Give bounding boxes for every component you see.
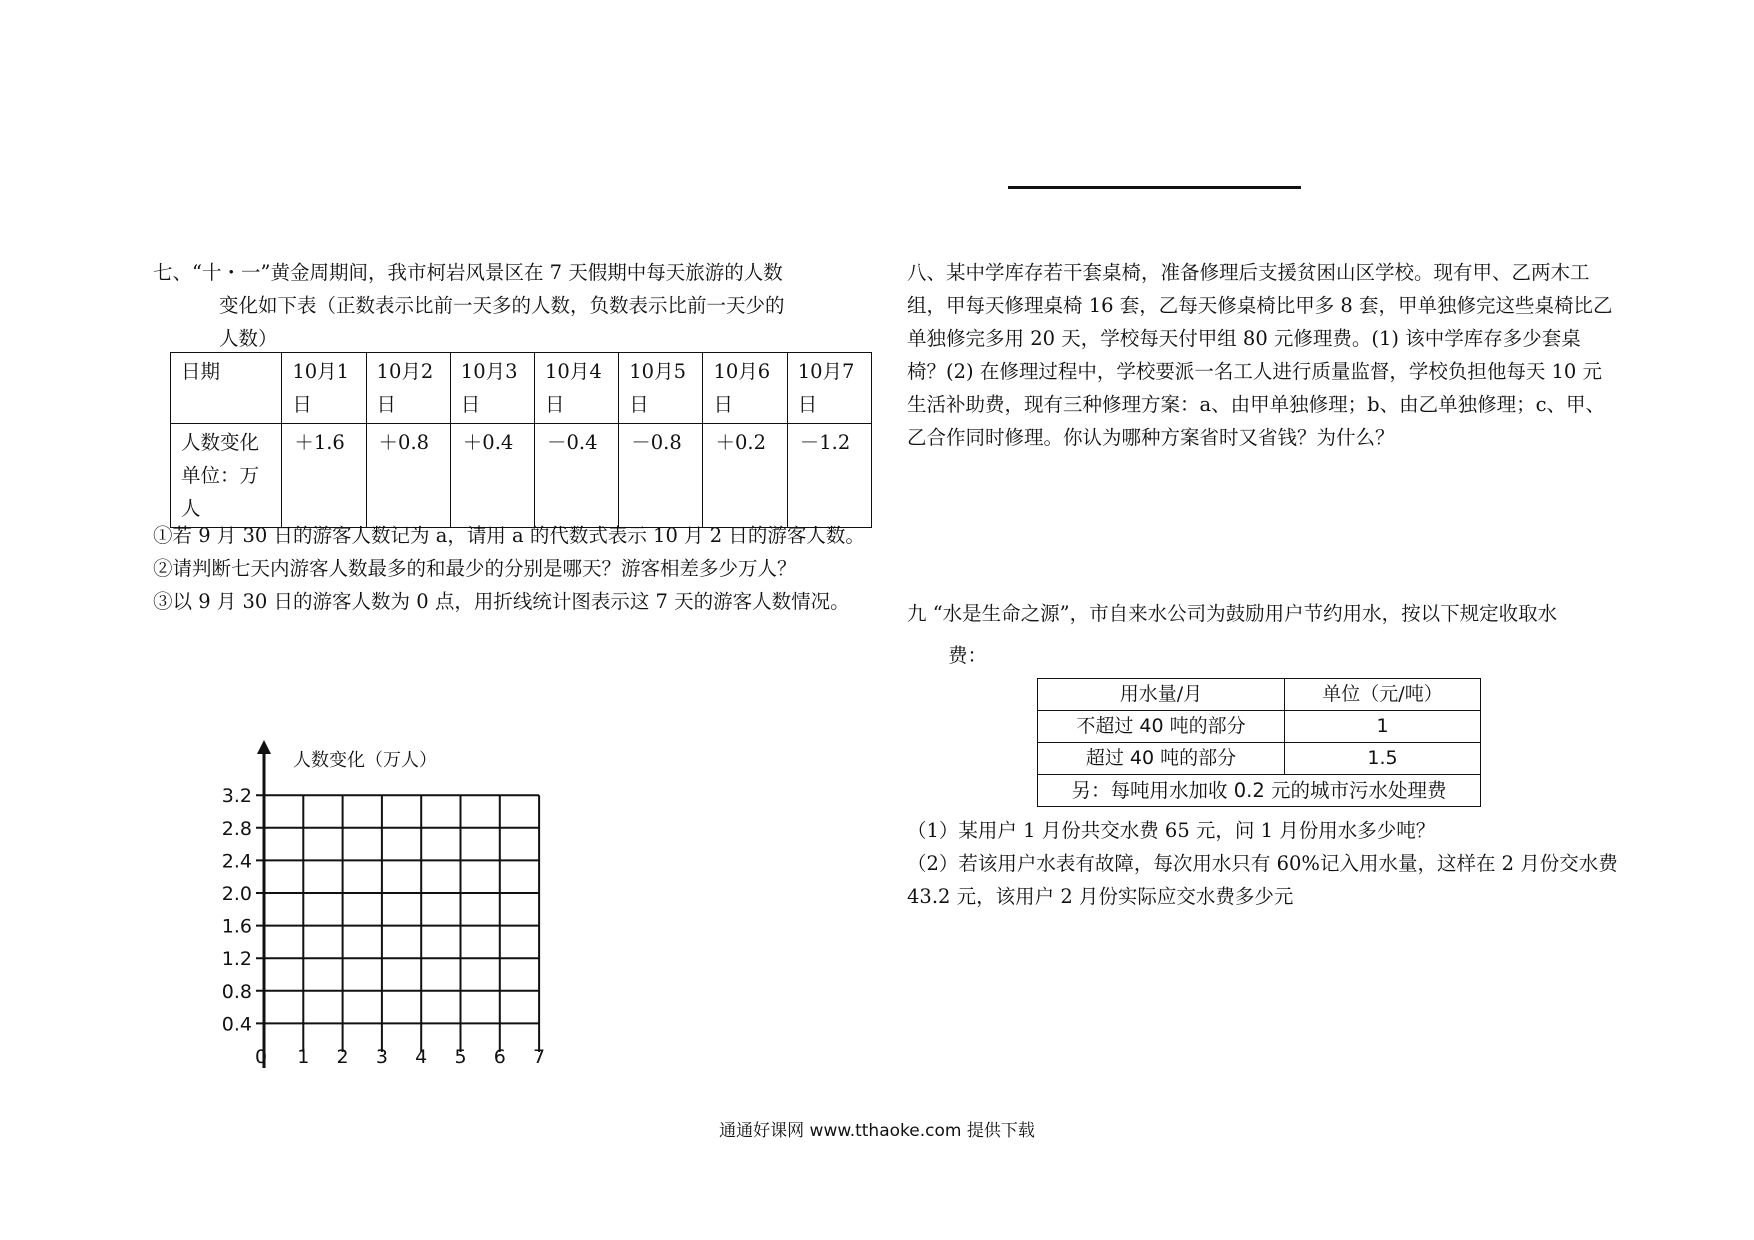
y-tick-label: 2.0 — [221, 883, 252, 905]
q7-title-line-1: 七、“十・一”黄金周期间，我市柯岩风景区在 7 天假期中每天旅游的人数 — [153, 261, 783, 284]
chart-axes — [254, 740, 271, 1068]
x-tick-label: 0 — [254, 1046, 268, 1068]
table-row — [1038, 711, 1481, 743]
q9-sub-questions — [907, 814, 1627, 913]
y-tick-labels — [222, 785, 252, 1035]
y-tick-label: 0.8 — [221, 980, 252, 1003]
header-oct-5: 10月5日 — [619, 353, 703, 424]
x-tick-labels — [255, 1046, 545, 1068]
q7-part-2: ②请判断七天内游客人数最多的和最少的分别是哪天？游客相差多少万人？ — [153, 557, 797, 580]
footer-credit: 通通好课网 www.tthaoke.com 提供下载 — [719, 1121, 1035, 1141]
tourist-change-table — [170, 352, 872, 528]
value-oct-4: －0.4 — [535, 424, 619, 528]
line-chart-grid — [220, 738, 546, 1078]
table-row — [1038, 743, 1481, 775]
answer-line — [1008, 186, 1301, 189]
value-oct-1: ＋1.6 — [282, 424, 366, 528]
q9-title: 九 “水是生命之源”，市自来水公司为鼓励用户节约用水，按以下规定收取水 — [907, 602, 1558, 625]
question-8: 八、某中学库存若干套桌椅，准备修理后支援贫困山区学校。现有甲、乙两木工组，甲每天修理桌椅 16 套，乙每天修桌椅比甲多 8 套，甲单独修完这些桌椅比乙单独修完多用 20 天，学校每天付甲组 80 元修理费。(1) 该中学库存多少套桌椅？(2) 在修理过程中，学校要派一名工人进行质量监督，学校负担他每天 10 元生活补助费，现有三种修理方案：a、由甲单独修理；b、由乙单独修理；c、甲、乙合作同时修理。你认为哪种方案省时又省钱？为什么？ — [907, 261, 1613, 449]
question-9 — [907, 597, 1627, 672]
header-usage: 用水量/月 — [1038, 679, 1285, 711]
tier-1-price: 1 — [1285, 711, 1481, 743]
table-row — [1038, 775, 1481, 807]
q7-part-1: ①若 9 月 30 日的游客人数记为 a，请用 a 的代数式表示 10 月 2 日的游客人数。 — [153, 524, 865, 547]
row-label: 人数变化单位：万人 — [171, 424, 282, 528]
header-date: 日期 — [171, 353, 282, 424]
table-value-row — [171, 424, 872, 528]
sewage-fee-note: 另：每吨用水加收 0.2 元的城市污水处理费 — [1038, 775, 1481, 807]
question-7 — [153, 256, 869, 355]
chart-grid — [256, 795, 539, 1052]
x-tick-label: 4 — [415, 1046, 428, 1068]
header-oct-1: 10月1日 — [282, 353, 366, 424]
y-tick-label: 1.6 — [221, 915, 252, 938]
header-oct-2: 10月2日 — [366, 353, 450, 424]
q9-part-1: （1）某用户 1 月份共交水费 65 元，问 1 月份用水多少吨？ — [907, 819, 1436, 842]
x-tick-label: 3 — [375, 1046, 388, 1068]
value-oct-5: －0.8 — [619, 424, 703, 528]
header-oct-4: 10月4日 — [535, 353, 619, 424]
q7-title-line-3: 人数） — [219, 327, 278, 350]
water-price-table — [1037, 678, 1481, 807]
y-tick-label: 3.2 — [221, 785, 252, 808]
q9-title-cont: 费： — [948, 644, 988, 667]
tier-2-price: 1.5 — [1285, 743, 1481, 775]
y-tick-label: 0.4 — [221, 1013, 252, 1036]
q9-part-2: （2）若该用户水表有故障，每次用水只有 60%记入用水量，这样在 2 月份交水费 43.2 元，该用户 2 月份实际应交水费多少元 — [907, 852, 1618, 908]
header-unit-price: 单位（元/吨） — [1285, 679, 1481, 711]
x-tick-label: 2 — [336, 1046, 349, 1068]
y-axis-label: 人数变化（万人） — [293, 750, 437, 770]
value-oct-3: ＋0.4 — [450, 424, 534, 528]
y-tick-label: 2.4 — [221, 850, 252, 873]
q7-part-3: ③以 9 月 30 日的游客人数为 0 点，用折线统计图表示这 7 天的游客人数情况。 — [153, 590, 850, 613]
q7-title-line-2: 变化如下表（正数表示比前一天多的人数，负数表示比前一天少的 — [219, 294, 785, 317]
x-tick-label: 1 — [297, 1046, 310, 1068]
value-oct-7: －1.2 — [787, 424, 871, 528]
table-header-row — [1038, 679, 1481, 711]
tier-2-label: 超过 40 吨的部分 — [1038, 743, 1285, 775]
x-tick-label: 7 — [533, 1046, 546, 1068]
y-axis-arrow — [257, 740, 271, 754]
tier-1-label: 不超过 40 吨的部分 — [1038, 711, 1285, 743]
table-header-row — [171, 353, 872, 424]
y-tick-label: 2.8 — [221, 817, 252, 840]
header-oct-3: 10月3日 — [450, 353, 534, 424]
x-tick-label: 6 — [493, 1046, 506, 1068]
value-oct-6: ＋0.2 — [703, 424, 787, 528]
header-oct-7: 10月7日 — [787, 353, 871, 424]
y-tick-label: 1.2 — [221, 948, 252, 971]
header-oct-6: 10月6日 — [703, 353, 787, 424]
x-tick-label: 5 — [454, 1046, 467, 1068]
q7-sub-questions — [153, 519, 869, 618]
value-oct-2: ＋0.8 — [366, 424, 450, 528]
